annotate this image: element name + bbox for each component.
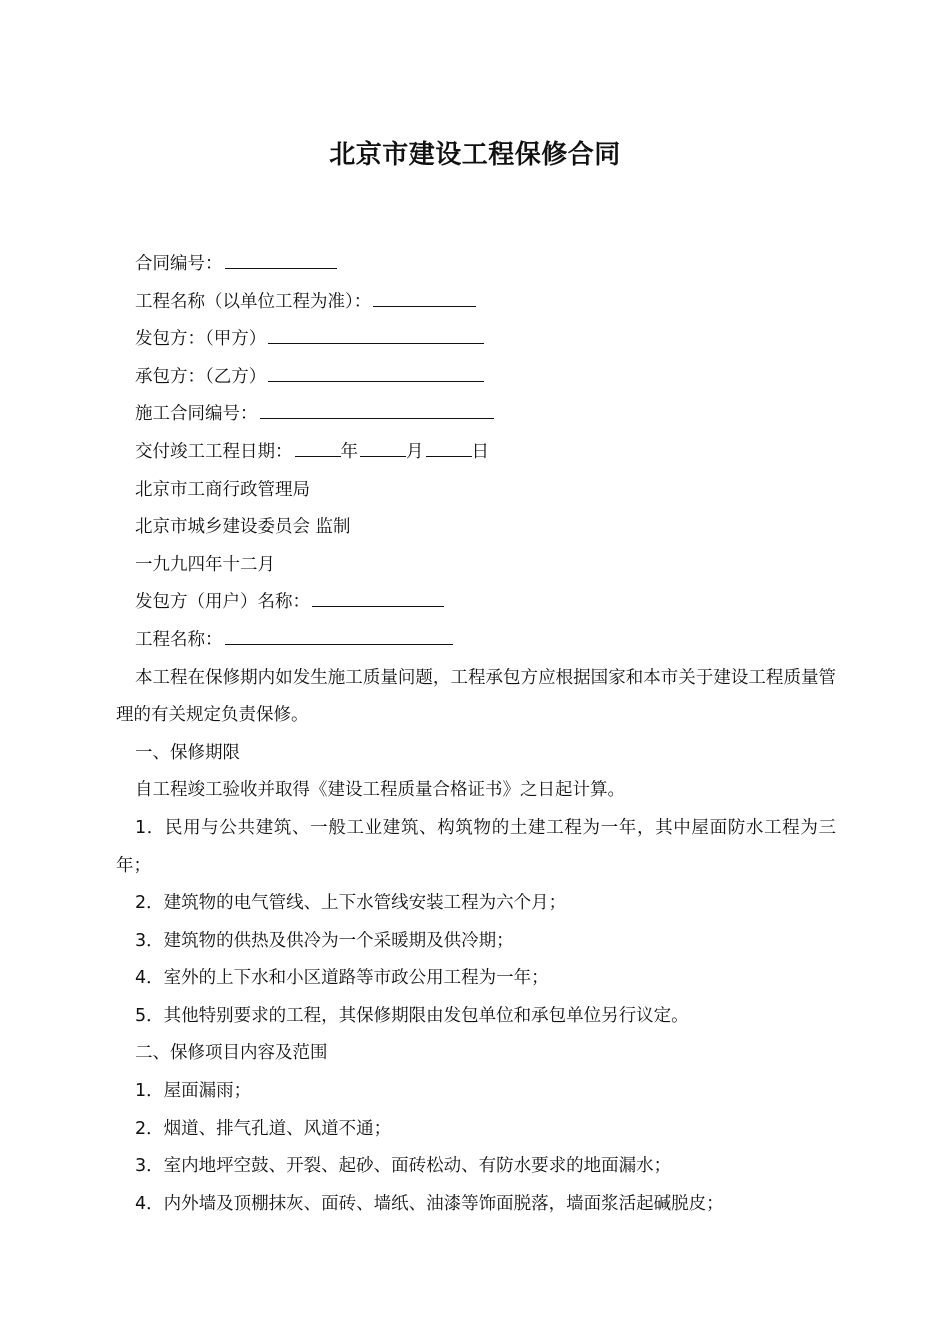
month-blank bbox=[360, 438, 406, 457]
party-a-field bbox=[116, 321, 836, 359]
section-2-item: 3．室内地坪空鼓、开裂、起砂、面砖松动、有防水要求的地面漏水； bbox=[135, 1156, 672, 1177]
construction-contract-number-blank bbox=[260, 400, 494, 419]
section-2-heading: 二、保修项目内容及范围 bbox=[135, 1043, 328, 1064]
section-1-item: 3．建筑物的供热及供冷为一个采暖期及供冷期； bbox=[135, 930, 514, 951]
project-name-label: 工程名称： bbox=[135, 629, 223, 650]
section-1-item: 5．其他特别要求的工程，其保修期限由发包单位和承包单位另行议定。 bbox=[135, 1005, 689, 1026]
party-b-blank bbox=[268, 363, 484, 382]
party-b-label: 承包方：（乙方） bbox=[135, 366, 267, 387]
issue-date: 一九九四年十二月 bbox=[135, 554, 275, 575]
section-2-item: 4．内外墙及顶棚抹灰、面砖、墙纸、油漆等饰面脱落，墙面浆活起碱脱皮； bbox=[135, 1193, 724, 1214]
document-body bbox=[116, 246, 836, 1223]
contract-number-blank bbox=[225, 250, 337, 269]
construction-contract-number-label: 施工合同编号： bbox=[135, 404, 258, 425]
party-a-label: 发包方：（甲方） bbox=[135, 329, 267, 350]
party-b-field bbox=[116, 359, 836, 397]
intro-paragraph: 本工程在保修期内如发生施工质量问题，工程承包方应根据国家和本市关于建设工程质量管理的有关规定负责保修。 bbox=[116, 667, 836, 726]
construction-contract-number-field bbox=[116, 396, 836, 434]
project-name-field bbox=[116, 622, 836, 660]
project-name-unit-label: 工程名称（以单位工程为准）： bbox=[135, 291, 372, 312]
section-1-item: 4．室外的上下水和小区道路等市政公用工程为一年； bbox=[135, 968, 549, 989]
project-name-unit-blank bbox=[373, 288, 476, 307]
completion-date-field bbox=[116, 434, 836, 472]
section-1-lead: 自工程竣工验收并取得《建设工程质量合格证书》之日起计算。 bbox=[135, 780, 625, 801]
completion-date-label: 交付竣工工程日期： bbox=[135, 441, 293, 462]
section-1-item: 1．民用与公共建筑、一般工业建筑、构筑物的土建工程为一年，其中屋面防水工程为三年； bbox=[116, 817, 836, 876]
owner-name-field bbox=[116, 584, 836, 622]
section-1-heading: 一、保修期限 bbox=[135, 742, 240, 763]
section-2-item: 1．屋面漏雨； bbox=[135, 1081, 252, 1102]
party-a-blank bbox=[268, 325, 484, 344]
year-blank bbox=[295, 438, 341, 457]
contract-number-label: 合同编号： bbox=[135, 254, 223, 274]
section-2-item: 2．烟道、排气孔道、风道不通； bbox=[135, 1118, 392, 1139]
issuer-line-1: 北京市工商行政管理局 bbox=[135, 479, 310, 500]
day-blank bbox=[426, 438, 472, 457]
contract-number-field bbox=[116, 246, 836, 284]
owner-name-blank bbox=[312, 588, 444, 607]
section-1-item: 2．建筑物的电气管线、上下水管线安装工程为六个月； bbox=[135, 893, 567, 914]
year-label: 年 bbox=[340, 441, 358, 462]
owner-name-label: 发包方（用户）名称： bbox=[135, 592, 310, 613]
project-name-blank bbox=[225, 626, 453, 645]
month-label: 月 bbox=[406, 441, 424, 462]
document-title: 北京市建设工程保修合同 bbox=[329, 140, 621, 170]
project-name-unit-field bbox=[116, 284, 836, 322]
issuer-line-2: 北京市城乡建设委员会 监制 bbox=[135, 517, 351, 538]
day-label: 日 bbox=[471, 441, 489, 462]
